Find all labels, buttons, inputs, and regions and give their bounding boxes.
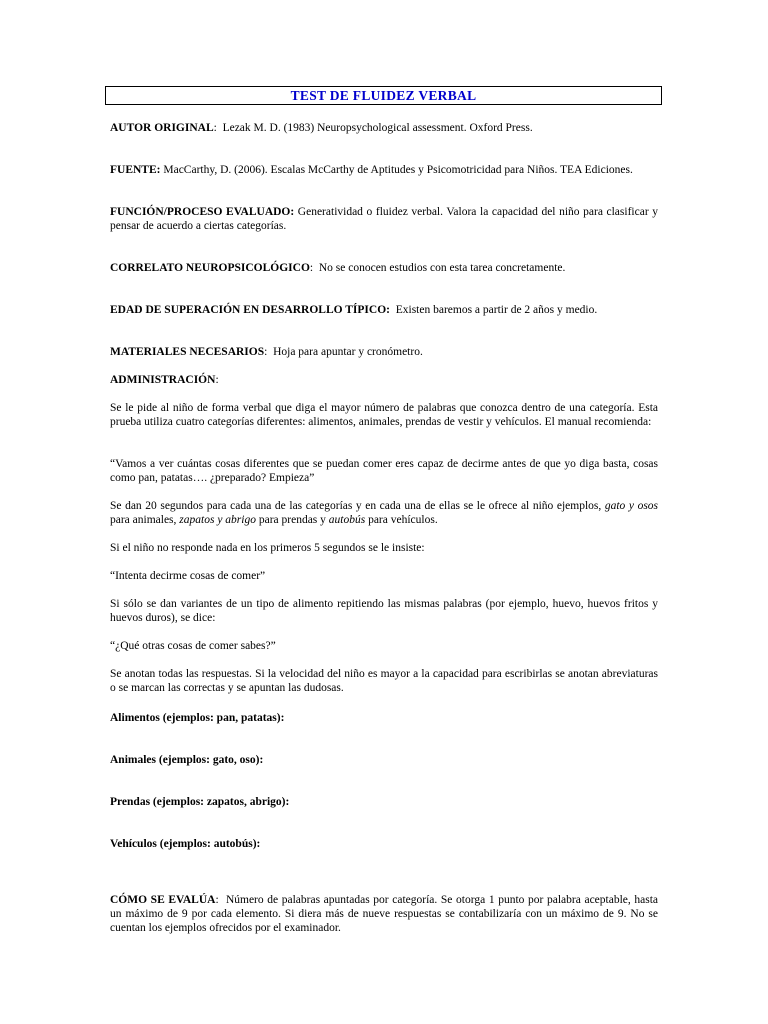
correlato-label: CORRELATO NEUROPSICOLÓGICO: [110, 262, 310, 274]
correlato-section: CORRELATO NEUROPSICOLÓGICO: No se conocen estudios con esta tarea concretamente.: [110, 262, 566, 274]
autor-label: AUTOR ORIGINAL: [110, 122, 214, 134]
administracion-label: ADMINISTRACIÓN: [110, 374, 216, 386]
autor-section: AUTOR ORIGINAL: Lezak M. D. (1983) Neuropsychological assessment. Oxford Press.: [110, 122, 533, 134]
funcion-label: FUNCIÓN/PROCESO EVALUADO:: [110, 206, 295, 218]
paragraph-3-text-a: Se dan 20 segundos para cada una de las categorías y en cada una de ellas se le ofrece al niño ejemplos,: [110, 500, 602, 512]
category-animales: Animales (ejemplos: gato, oso):: [110, 754, 264, 766]
example-prendas: zapatos y abrigo: [179, 514, 256, 526]
edad-text: Existen baremos a partir de 2 años y medio.: [395, 304, 598, 316]
administracion-heading: ADMINISTRACIÓN:: [110, 374, 219, 386]
evalua-label: CÓMO SE EVALÚA: [110, 894, 216, 906]
fuente-label: FUENTE:: [110, 164, 161, 176]
document-title: TEST DE FLUIDEZ VERBAL: [105, 86, 662, 105]
autor-text: Lezak M. D. (1983) Neuropsychological assessment. Oxford Press.: [222, 122, 533, 134]
fuente-section: [110, 163, 658, 177]
edad-section: [110, 303, 658, 317]
category-prendas: Prendas (ejemplos: zapatos, abrigo):: [110, 796, 290, 808]
evalua-section: CÓMO SE EVALÚA: Número de palabras apuntadas por categoría. Se otorga 1 punto por palabra aceptable, hasta un máximo de 9 por cada elemento. Si diera más de nueve respuestas se contabilizaría con un máximo de 9. No se cuentan los ejemplos ofrecidos por el examinador.: [110, 894, 659, 934]
materiales-label: MATERIALES NECESARIOS: [110, 346, 265, 358]
evalua-text: Número de palabras apuntadas por categoría. Se otorga 1 punto por palabra aceptable, hasta un máximo de 9 por cada elemento. Si diera más de nueve respuestas se contabilizaría con un máximo de 9. No se cuentan los ejemplos ofrecidos por el examinador.: [110, 894, 659, 934]
paragraph-3-text-b: para animales,: [110, 514, 177, 526]
fuente-text: MacCarthy, D. (2006). Escalas McCarthy de Aptitudes y Psicomotricidad para Niños. TEA Ediciones.: [163, 164, 633, 176]
category-vehiculos: Vehículos (ejemplos: autobús):: [110, 838, 261, 850]
paragraph-5: “Intenta decirme cosas de comer”: [110, 570, 266, 582]
correlato-text: No se conocen estudios con esta tarea concretamente.: [318, 262, 566, 274]
paragraph-4: Si el niño no responde nada en los primeros 5 segundos se le insiste:: [110, 542, 425, 554]
paragraph-8: Se anotan todas las respuestas. Si la velocidad del niño es mayor a la capacidad para escribirlas se anotan abreviaturas o se marcan las correctas y se apuntan las dudosas.: [110, 668, 658, 694]
edad-label: EDAD DE SUPERACIÓN EN DESARROLLO TÍPICO:: [110, 304, 390, 316]
paragraph-3-text-c: para prendas y: [258, 514, 326, 526]
paragraph-1: Se le pide al niño de forma verbal que diga el mayor número de palabras que conozca dentro de una categoría. Esta prueba utiliza cuatro categorías diferentes: alimentos, animales, prendas de vestir y vehículos. El manual recomienda:: [110, 402, 658, 428]
materiales-section: MATERIALES NECESARIOS: Hoja para apuntar y cronómetro.: [110, 346, 423, 358]
paragraph-3: [110, 499, 658, 527]
paragraph-3-text-d: para vehículos.: [368, 514, 438, 526]
paragraph-7: “¿Qué otras cosas de comer sabes?”: [110, 640, 276, 652]
materiales-text: Hoja para apuntar y cronómetro.: [273, 346, 423, 358]
paragraph-2: “Vamos a ver cuántas cosas diferentes que se puedan comer eres capaz de decirme antes de que yo diga basta, cosas como pan, patatas…. ¿preparado? Empieza”: [110, 458, 658, 484]
category-alimentos: Alimentos (ejemplos: pan, patatas):: [110, 712, 285, 724]
example-animales: gato y osos: [604, 500, 659, 512]
funcion-text: Generatividad o fluidez verbal. Valora la capacidad del niño para clasificar y pensar de acuerdo a ciertas categorías.: [110, 206, 658, 232]
funcion-section: [110, 205, 658, 233]
paragraph-6: Si sólo se dan variantes de un tipo de alimento repitiendo las mismas palabras (por ejemplo, huevo, huevos fritos y huevos duros), se dice:: [110, 598, 658, 624]
example-vehiculos: autobús: [328, 514, 366, 526]
